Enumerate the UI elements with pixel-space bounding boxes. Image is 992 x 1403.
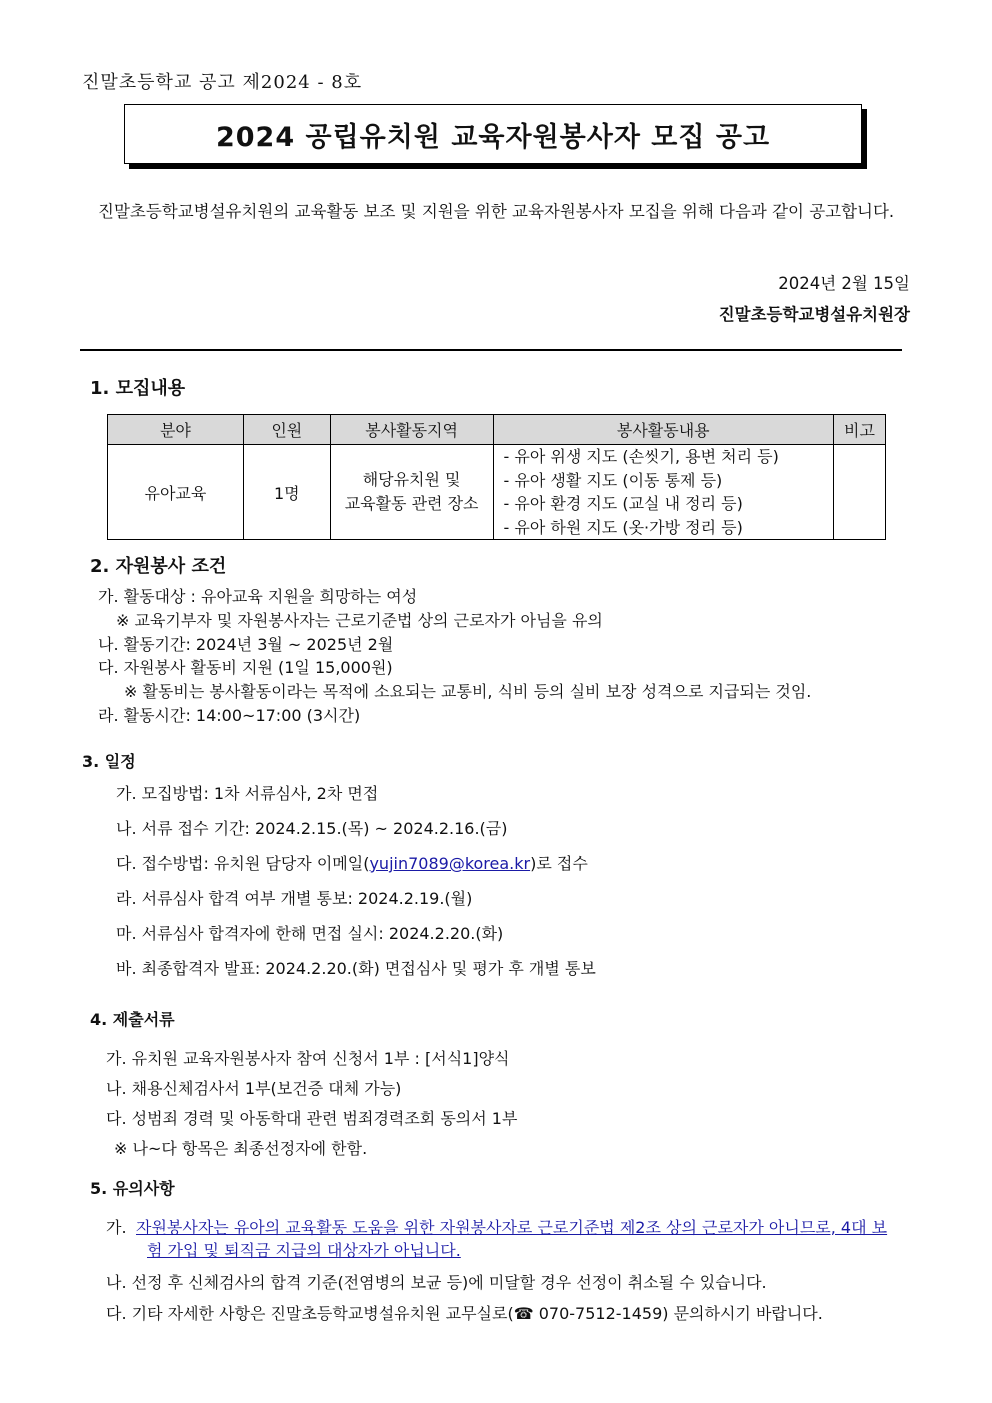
schedule-item-submit (116, 851, 588, 874)
section-2-heading: 2. 자원봉사 조건 (90, 556, 227, 577)
section-4-heading: 4. 제출서류 (90, 1010, 175, 1029)
caution-item-a-line-2[interactable]: 험 가입 및 퇴직금 지급의 대상자가 아닙니다. (147, 1241, 461, 1260)
schedule-item: 가. 모집방법: 1차 서류심사, 2차 면접 (116, 784, 379, 803)
header-field: 분야 (108, 415, 244, 445)
section-1-heading: 1. 모집내용 (90, 378, 186, 399)
caution-item-a-line-1[interactable]: 자원봉사자는 유아의 교육활동 도움을 위한 자원봉사자로 근로기준법 제2조 상의 근로자가 아니므로, 4대 보 (136, 1218, 888, 1237)
content-item: - 유아 위생 지도 (손씻기, 용변 처리 등) (503, 447, 779, 466)
email-link[interactable]: yujin7089@korea.kr (369, 854, 531, 873)
condition-item: 나. 활동기간: 2024년 3월 ~ 2025년 2월 (98, 635, 394, 654)
caution-marker: 가. (106, 1218, 127, 1237)
submit-suffix: )로 접수 (530, 854, 588, 873)
schedule-item: 바. 최종합격자 발표: 2024.2.20.(화) 면접심사 및 평가 후 개별 통보 (116, 959, 596, 978)
content-item: - 유아 환경 지도 (교실 내 정리 등) (503, 494, 743, 513)
notice-number: 진말초등학교 공고 제2024 - 8호 (82, 72, 363, 93)
caution-item-b: 나. 선정 후 신체검사의 합격 기준(전염병의 보균 등)에 미달할 경우 선정이 취소될 수 있습니다. (106, 1273, 767, 1292)
caution-c-suffix: 070-7512-1459) 문의하시기 바랍니다. (533, 1304, 823, 1323)
document-item: 가. 유치원 교육자원봉사자 참여 신청서 1부 : [서식1]양식 (106, 1049, 510, 1068)
schedule-item: 나. 서류 접수 기간: 2024.2.15.(목) ~ 2024.2.16.(금) (116, 819, 508, 838)
issuer-name: 진말초등학교병설유치원장 (718, 305, 910, 324)
condition-note: ※ 교육기부자 및 자원봉사자는 근로기준법 상의 근로자가 아님을 유의 (116, 611, 603, 630)
header-count: 인원 (243, 415, 330, 445)
section-3-heading: 3. 일정 (82, 752, 136, 771)
table-header-row (108, 415, 886, 445)
title-box (124, 104, 862, 164)
table-row (108, 445, 886, 540)
area-line-2: 교육활동 관련 장소 (344, 494, 479, 513)
caution-item-c (106, 1301, 823, 1324)
content-item: - 유아 하원 지도 (옷·가방 정리 등) (503, 517, 743, 537)
notice-date: 2024년 2월 15일 (778, 274, 910, 293)
submit-prefix: 다. 접수방법: 유치원 담당자 이메일( (116, 854, 370, 873)
document-item: 나. 채용신체검사서 1부(보건증 대체 가능) (106, 1079, 402, 1098)
schedule-item: 라. 서류심사 합격 여부 개별 통보: 2024.2.19.(월) (116, 889, 473, 908)
caution-c-prefix: 다. 기타 자세한 사항은 진말초등학교병설유치원 교무실로( (106, 1304, 514, 1323)
header-note: 비고 (834, 415, 886, 445)
condition-item: 다. 자원봉사 활동비 지원 (1일 15,000원) (98, 658, 393, 677)
cell-count: 1명 (243, 445, 330, 540)
header-contents: 봉사활동내용 (493, 415, 834, 445)
schedule-item: 마. 서류심사 합격자에 한해 면접 실시: 2024.2.20.(화) (116, 924, 504, 943)
intro-paragraph: 진말초등학교병설유치원의 교육활동 보조 및 지원을 위한 교육자원봉사자 모집을 위해 다음과 같이 공고합니다. (98, 202, 895, 221)
divider (80, 349, 902, 351)
condition-item: 가. 활동대상 : 유아교육 지원을 희망하는 여성 (98, 587, 418, 606)
document-item: 다. 성범죄 경력 및 아동학대 관련 범죄경력조회 동의서 1부 (106, 1109, 518, 1128)
document-note: ※ 나~다 항목은 최종선정자에 한함. (114, 1139, 368, 1158)
cell-field: 유아교육 (108, 445, 244, 540)
cell-note (834, 445, 886, 540)
page-title: 2024 공립유치원 교육자원봉사자 모집 공고 (215, 121, 771, 153)
condition-item: 라. 활동시간: 14:00~17:00 (3시간) (98, 706, 361, 725)
cell-contents (493, 445, 834, 540)
section-5-heading: 5. 유의사항 (90, 1179, 175, 1198)
phone-icon: ☎ (513, 1304, 534, 1323)
cell-area (330, 445, 493, 540)
content-item: - 유아 생활 지도 (이동 통제 등) (503, 470, 723, 490)
recruit-table (107, 414, 886, 540)
condition-note: ※ 활동비는 봉사활동이라는 목적에 소요되는 교통비, 식비 등의 실비 보장 성격으로 지급되는 것임. (124, 682, 812, 701)
area-line-1: 해당유치원 및 (362, 470, 461, 489)
header-area: 봉사활동지역 (330, 415, 493, 445)
